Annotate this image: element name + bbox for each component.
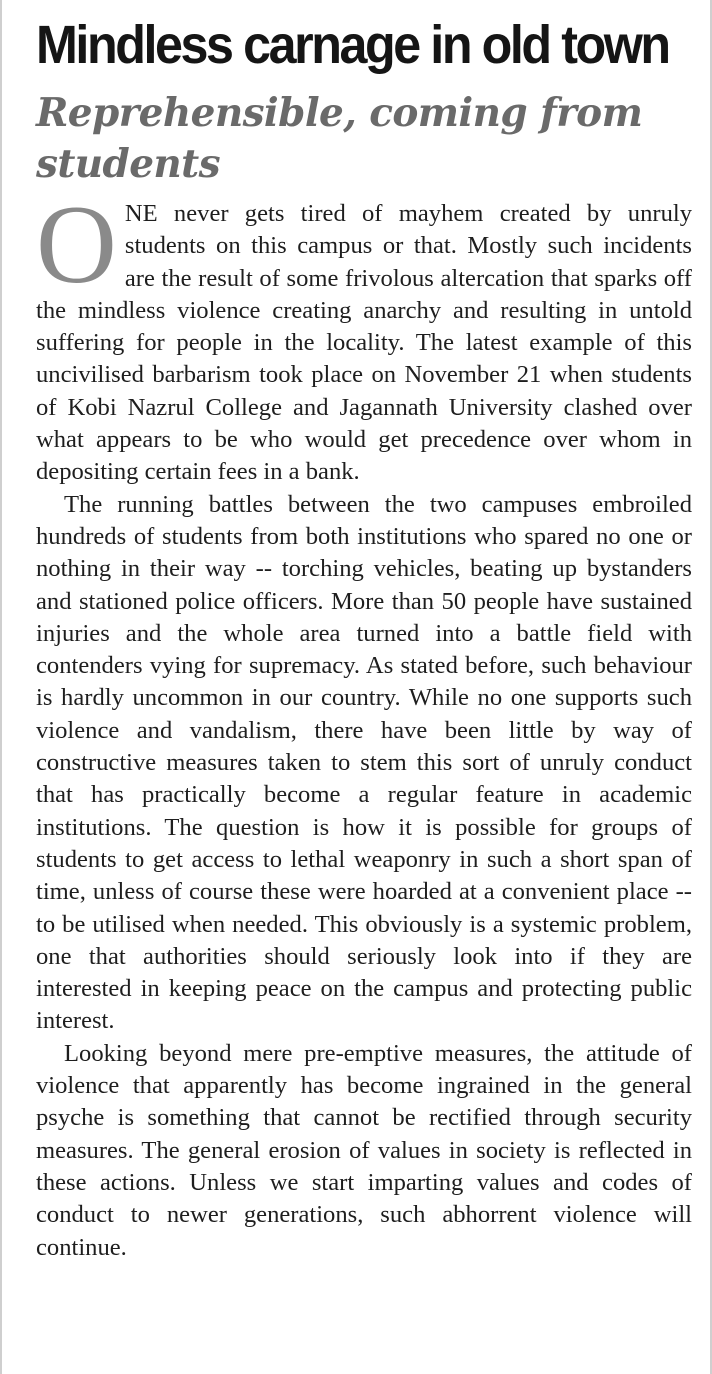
drop-cap: O: [36, 183, 117, 307]
article-paragraph-3: Looking beyond mere pre-emptive measures, the attitude of violence that apparently has become ingrained in the general psyche is something that cannot be rectified through security measures. The general erosion of values in society is reflected in these actions. Unless we start imparting values and codes of conduct to newer generations, such abhorrent violence will continue.: [36, 1039, 692, 1261]
article-paragraph-1: [36, 183, 692, 489]
subheadline: Reprehensible, coming from students: [36, 90, 643, 187]
paragraph-1-text: NE never gets tired of mayhem created by unruly students on this campus or that. Mostly such incidents are the result of some frivolous altercation that sparks off the mindless violence creating anarchy and resulting in untold suffering for people in the locality. The latest example of this uncivilised barbarism took place on November 21 when students of Kobi Nazrul College and Jagannath University clashed over what appears to be who would get precedence over whom in depositing certain fees in a bank.: [36, 200, 692, 486]
article-paragraph-2: The running battles between the two campuses embroiled hundreds of students from both institutions who spared no one or nothing in their way -- torching vehicles, beating up bystanders and stationed police officers. More than 50 people have sustained injuries and the whole area turned into a battle field with contenders vying for supremacy. As stated before, such behaviour is hardly uncommon in our country. While no one supports such violence and vandalism, there have been little by way of constructive measures taken to stem this sort of unruly conduct that has practically become a regular feature in academic institutions. The question is how it is possible for groups of students to get access to lethal weaponry in such a short span of time, unless of course these were hoarded at a convenient place -- to be utilised when needed. This obviously is a systemic problem, one that authorities should seriously look into if they are interested in keeping peace on the campus and protecting public interest.: [36, 490, 692, 1035]
article-body: [36, 183, 692, 1264]
headline: Mindless carnage in old town: [36, 15, 669, 75]
